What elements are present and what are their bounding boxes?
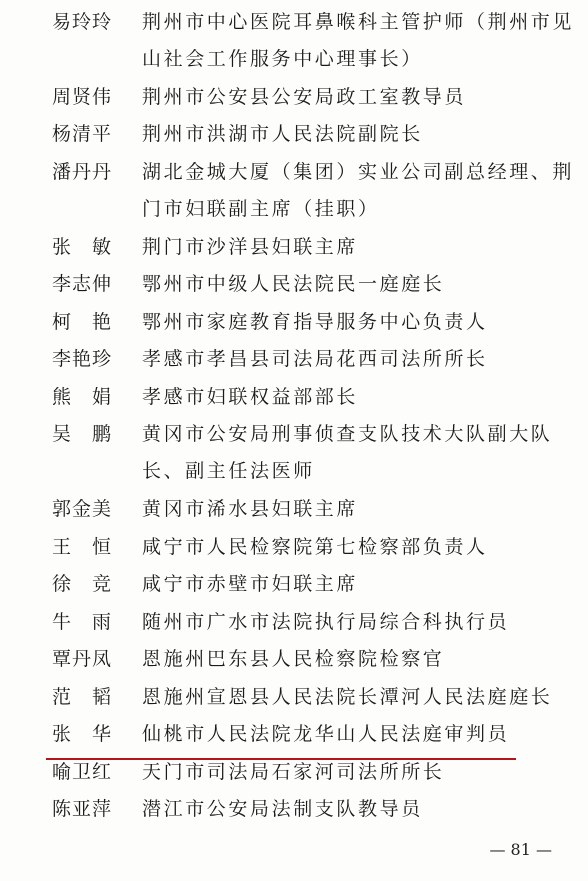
person-title: 孝感市妇联权益部部长 bbox=[142, 386, 359, 408]
person-title: 恩施州巴东县人民检察院检察官 bbox=[142, 648, 445, 670]
person-name: 张 敏 bbox=[52, 236, 113, 258]
person-name: 吴 鹏 bbox=[52, 423, 113, 445]
person-title: 鄂州市中级人民法院民一庭庭长 bbox=[142, 273, 445, 295]
person-name: 李志伸 bbox=[52, 273, 113, 295]
highlight-underline bbox=[46, 758, 516, 760]
person-name: 潘丹丹 bbox=[52, 161, 113, 183]
person-title: 孝感市孝昌县司法局花西司法所所长 bbox=[142, 348, 488, 370]
person-title: 荆门市沙洋县妇联主席 bbox=[142, 236, 359, 258]
person-name: 李艳珍 bbox=[52, 348, 113, 370]
person-name: 喻卫红 bbox=[52, 761, 113, 783]
person-title: 鄂州市家庭教育指导服务中心负责人 bbox=[142, 311, 488, 333]
person-name: 周贤伟 bbox=[52, 86, 113, 108]
person-name: 徐 竞 bbox=[52, 573, 113, 595]
person-title: 潜江市公安局法制支队教导员 bbox=[142, 798, 423, 820]
person-name: 张 华 bbox=[52, 723, 113, 745]
person-title: 黄冈市浠水县妇联主席 bbox=[142, 498, 359, 520]
person-name: 郭金美 bbox=[52, 498, 113, 520]
person-name: 易玲玲 bbox=[52, 11, 113, 33]
person-title: 天门市司法局石家河司法所所长 bbox=[142, 761, 445, 783]
person-name: 杨清平 bbox=[52, 123, 113, 145]
person-title: 随州市广水市法院执行局综合科执行员 bbox=[142, 611, 510, 633]
person-name: 柯 艳 bbox=[52, 311, 113, 333]
person-name: 覃丹凤 bbox=[52, 648, 113, 670]
person-name: 王 恒 bbox=[52, 536, 113, 558]
person-title: 黄冈市公安局刑事侦查支队技术大队副大队长、副主任法医师 bbox=[142, 423, 553, 482]
person-title: 荆州市洪湖市人民法院副院长 bbox=[142, 123, 423, 145]
person-title: 荆州市公安县公安局政工室教导员 bbox=[142, 86, 467, 108]
person-name: 熊 娟 bbox=[52, 386, 113, 408]
person-name: 陈亚萍 bbox=[52, 798, 113, 820]
person-title: 仙桃市人民法院龙华山人民法庭审判员 bbox=[142, 723, 510, 745]
person-title: 湖北金城大厦（集团）实业公司副总经理、荆门市妇联副主席（挂职） bbox=[142, 161, 575, 220]
person-title: 咸宁市人民检察院第七检察部负责人 bbox=[142, 536, 488, 558]
person-title: 恩施州宣恩县人民法院长潭河人民法庭庭长 bbox=[142, 686, 553, 708]
page-number: — 81 — bbox=[489, 840, 552, 859]
person-title: 咸宁市赤壁市妇联主席 bbox=[142, 573, 359, 595]
person-title: 荆州市中心医院耳鼻喉科主管护师（荆州市见山社会工作服务中心理事长） bbox=[142, 11, 575, 70]
person-name: 范 韬 bbox=[52, 686, 113, 708]
person-name: 牛 雨 bbox=[52, 611, 113, 633]
